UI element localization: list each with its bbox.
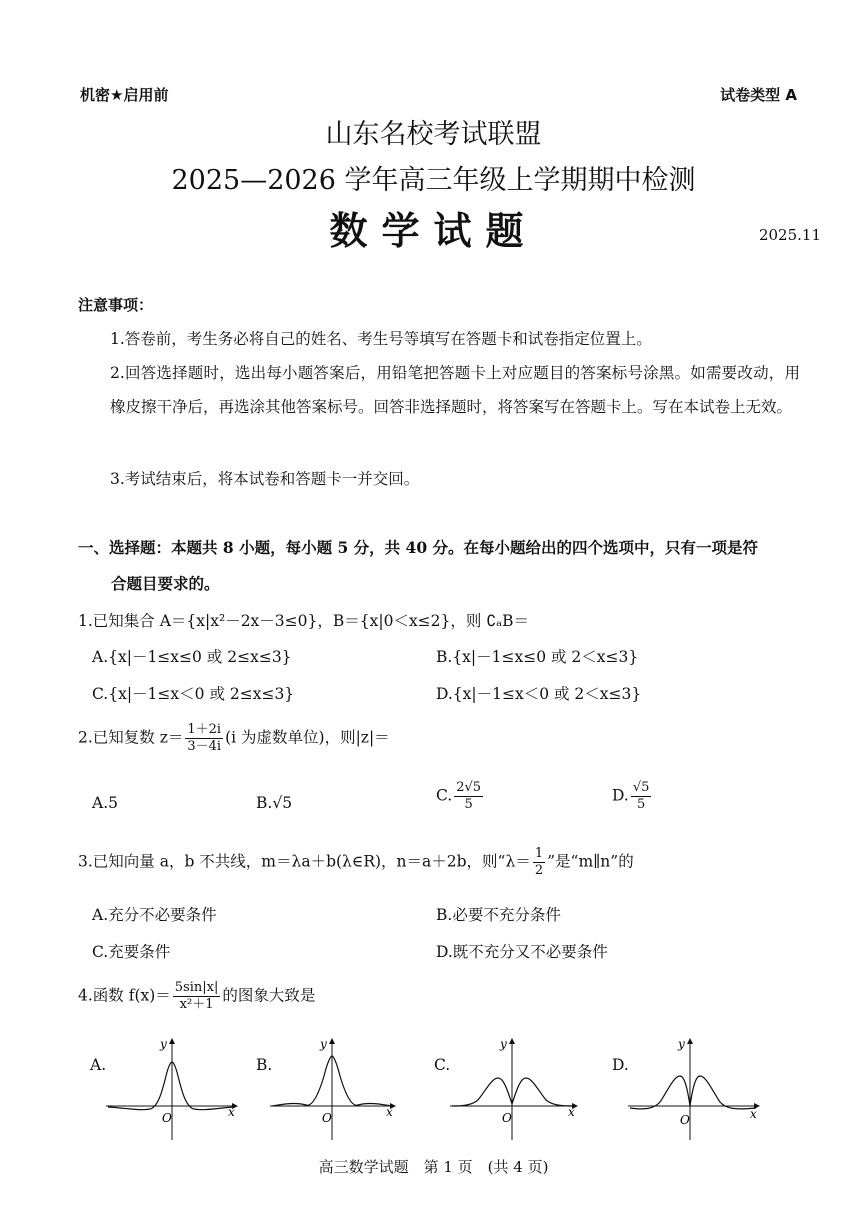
question-2-stem: 2.已知复数 z＝ $\frac{1+2i}{3-4i}$ (i 为虚数单位)，则|z|＝ [78,722,390,754]
svg-text:x: x [228,1105,235,1119]
svg-text:y: y [320,1037,327,1051]
question-3-stem: 3.已知向量 a，b 不共线，m＝λa＋b(λ∈R)，n＝a＋2b，则“λ＝ $\frac{1}{2}$ ”是“m∥n”的 [78,846,634,878]
q2-option-c[interactable]: C. $\frac{2√5}{5}$ [436,780,482,812]
q3-option-a[interactable]: A.充分不必要条件 [92,906,217,924]
q2-option-b[interactable]: B.√5 [256,794,293,812]
q4-option-a-label[interactable]: A. [90,1056,107,1074]
q1-option-a[interactable]: A.{x|－1≤x≤0 或 2≤x≤3} [92,648,292,666]
page-footer: 高三数学试题 第 1 页 (共 4 页) [318,1158,549,1176]
q4-graph-a[interactable] [106,1036,242,1144]
exam-name: 2025—2026 学年高三年级上学期期中检测 [171,165,696,196]
svg-text:O: O [322,1111,332,1125]
q4-option-b-label[interactable]: B. [256,1056,273,1074]
svg-text:O: O [502,1111,512,1125]
section-heading: 一、选择题：本题共 8 小题，每小题 5 分，共 40 分。在每小题给出的四个选项中，只有一项是符 [78,538,759,557]
question-4-stem: 4.函数 f(x)＝ $\frac{5\sin|x|}{\text{x²＋1}}$ 的图象大致是 [78,980,316,1012]
svg-text:y: y [500,1037,507,1051]
q3-option-d[interactable]: D.既不充分又不必要条件 [436,943,608,961]
q3-option-b[interactable]: B.必要不充分条件 [436,906,561,924]
svg-text:O: O [162,1111,172,1125]
q4-option-d-label[interactable]: D. [612,1056,629,1074]
note-item-2: 2.回答选择题时，选出每小题答案后，用铅笔把答题卡上对应题目的答案标号涂黑。如需要改动，用橡皮擦干净后，再选涂其他答案标号。回答非选择题时，将答案写在答题卡上。写在本试卷上无效。 [110,364,800,416]
exam-date: 2025.11 [758,226,821,244]
q3-option-c[interactable]: C.充要条件 [92,943,171,961]
confidential-label: 机密★启用前 [80,86,169,104]
q4-option-c-label[interactable]: C. [434,1056,451,1074]
svg-text:O: O [680,1113,690,1127]
svg-text:x: x [750,1107,757,1121]
section-heading-cont: 合题目要求的。 [111,574,220,593]
subject-title: 数学试题 [329,208,538,253]
note-item-1: 1.答卷前，考生务必将自己的姓名、考生号等填写在答题卡和试卷指定位置上。 [110,330,652,348]
q1-option-d[interactable]: D.{x|－1≤x＜0 或 2＜x≤3} [436,685,642,703]
svg-text:y: y [678,1037,685,1051]
svg-text:y: y [160,1037,167,1051]
notes-title: 注意事项： [78,296,154,314]
q2-option-d[interactable]: D. $\frac{√5}{5}$ [612,780,650,812]
q2-fraction: $\frac{1+2i}{3-4i}$ [187,722,222,754]
question-1-stem: 1.已知集合 A＝{x|x²－2x－3≤0}，B＝{x|0＜x≤2}，则 ∁ₐB＝ [78,612,530,630]
q4-graph-d[interactable] [628,1036,768,1144]
q1-option-b[interactable]: B.{x|－1≤x≤0 或 2＜x≤3} [436,648,639,666]
q2-option-a[interactable]: A.5 [92,794,118,812]
q4-graph-c[interactable] [450,1036,586,1144]
exam-organizer: 山东名校考试联盟 [325,119,542,150]
note-item-3: 3.考试结束后，将本试卷和答题卡一并交回。 [110,470,420,488]
svg-text:x: x [386,1105,393,1119]
q4-graph-b[interactable] [270,1036,400,1144]
q1-option-c[interactable]: C.{x|－1≤x＜0 或 2≤x≤3} [92,685,295,703]
svg-text:x: x [568,1105,575,1119]
paper-type-label: 试卷类型 A [720,86,797,104]
